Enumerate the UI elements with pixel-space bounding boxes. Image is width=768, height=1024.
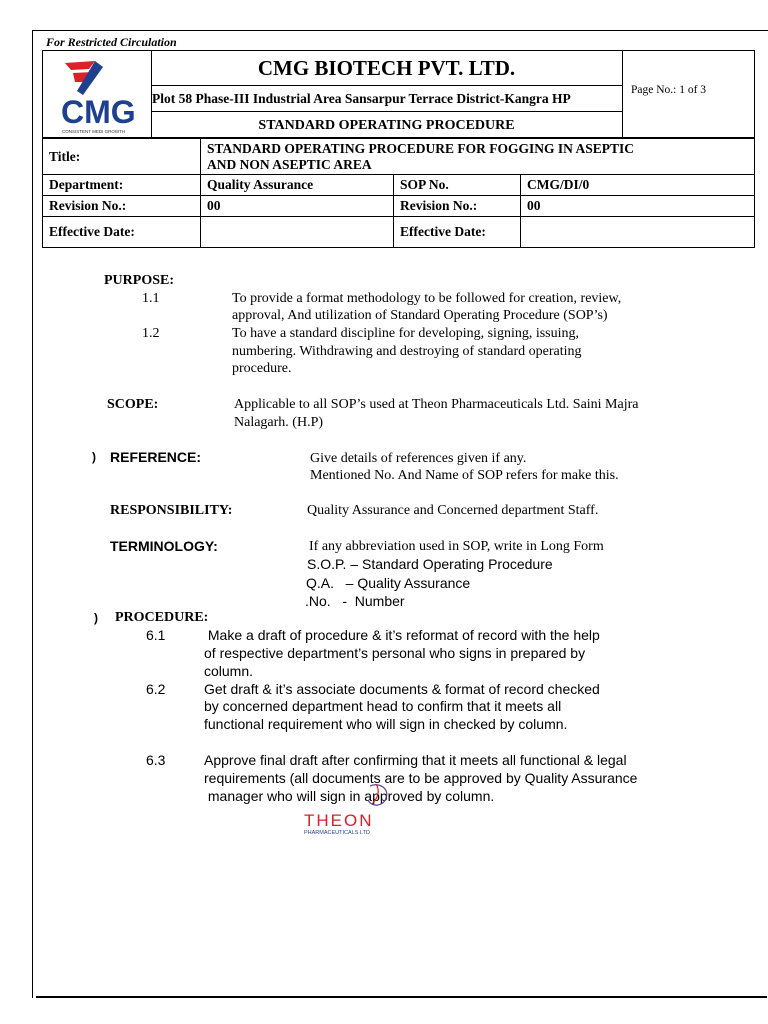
company-logo (43, 51, 152, 137)
purpose-num-2: 1.2 (142, 326, 160, 341)
title-label: Title: (43, 139, 201, 175)
procedure-step-1b: of respective department’s personal who signs in prepared by (204, 645, 586, 661)
revision-label: Revision No.: (43, 196, 201, 217)
purpose-text-2a: To have a standard discipline for developing, signing, issuing, (232, 326, 580, 341)
terminology-heading: TERMINOLOGY: (110, 538, 218, 554)
revision-value: 00 (201, 196, 394, 217)
revision-label-2: Revision No.: (394, 196, 521, 217)
procedure-step-3b: requirements (all documents are to be approved by Quality Assurance (204, 770, 638, 786)
logo-tagline: CONSISTENT MEDI GROWTH (62, 129, 126, 134)
signature-accent-icon (372, 784, 378, 804)
company-info (151, 51, 623, 137)
title-line-2: AND NON ASEPTIC AREA (207, 156, 372, 172)
sop-no-label: SOP No. (394, 175, 521, 196)
purpose-text-2c: procedure. (232, 361, 292, 376)
document-type: STANDARD OPERATING PROCEDURE (258, 118, 515, 133)
purpose-heading: PURPOSE: (104, 273, 174, 288)
responsibility-text: Quality Assurance and Concerned department Staff. (307, 503, 599, 518)
procedure-step-1c: column. (204, 663, 254, 679)
scope-text-2: Nalagarh. (H.P) (234, 415, 324, 430)
scope-heading: SCOPE: (107, 397, 159, 412)
procedure-step-3c: manager who will sign in approved by column. (204, 788, 495, 804)
reference-bullet: ) (92, 450, 96, 464)
title-value (201, 139, 755, 175)
reference-text-1: Give details of references given if any. (310, 451, 527, 466)
company-address: Plot 58 Phase-III Industrial Area Sansarpur Terrace District-Kangra HP (151, 86, 623, 112)
responsibility-heading: RESPONSIBILITY: (110, 503, 233, 518)
department-label: Department: (43, 175, 201, 196)
restricted-note: For Restricted Circulation (46, 35, 177, 49)
procedure-bullet: ) (94, 611, 98, 625)
procedure-heading: PROCEDURE: (115, 610, 209, 625)
theon-logo (300, 780, 420, 840)
purpose-text-2b: numbering. Withdrawing and destroying of standard operating (232, 344, 582, 359)
purpose-num-1: 1.1 (142, 291, 160, 306)
sop-info-table (42, 138, 755, 248)
procedure-num-3: 6.3 (146, 752, 166, 768)
company-name: CMG BIOTECH PVT. LTD. (151, 51, 622, 86)
procedure-step-2a: Get draft & it’s associate documents & format of record checked (204, 681, 600, 697)
effective-date-label: Effective Date: (43, 217, 201, 248)
procedure-step-1a: Make a draft of procedure & it’s reformat of record with the help (204, 627, 600, 643)
procedure-num-1: 6.1 (146, 627, 166, 643)
procedure-step-3a: Approve final draft after confirming that it meets all functional & legal (204, 752, 627, 768)
reference-text-2: Mentioned No. And Name of SOP refers for make this. (310, 468, 619, 483)
logo-text: CMG (61, 94, 136, 130)
procedure-step-2c: functional requirement who will sign in checked by column. (204, 716, 568, 732)
theon-name: THEON (304, 811, 374, 830)
effective-date-label-2: Effective Date: (394, 217, 521, 248)
theon-subtitle: PHARMACEUTICALS LTD (304, 830, 370, 836)
terminology-text-2: S.O.P. – Standard Operating Procedure (307, 556, 553, 572)
sop-no-value: CMG/DI/0 (521, 175, 755, 196)
purpose-text-1b: approval, And utilization of Standard Operating Procedure (SOP’s) (232, 308, 608, 323)
purpose-text-1a: To provide a format methodology to be followed for creation, review, (232, 291, 622, 306)
document-header (42, 50, 755, 138)
page-number: Page No.: 1 of 3 (631, 84, 707, 96)
revision-value-2: 00 (521, 196, 755, 217)
cmg-logo-icon (53, 55, 143, 135)
terminology-text-1: If any abbreviation used in SOP, write in Long Form (309, 539, 604, 554)
effective-date-value-2 (521, 217, 755, 248)
department-value: Quality Assurance (201, 175, 394, 196)
title-line-1: STANDARD OPERATING PROCEDURE FOR FOGGING IN ASEPTIC (207, 140, 635, 156)
terminology-text-3: Q.A. – Quality Assurance (306, 575, 471, 591)
procedure-num-2: 6.2 (146, 681, 166, 697)
scope-text-1: Applicable to all SOP’s used at Theon Pharmaceuticals Ltd. Saini Majra (234, 397, 639, 412)
procedure-step-2b: by concerned department head to confirm that it meets all (204, 698, 562, 714)
terminology-text-4: .No. - Number (305, 593, 405, 609)
effective-date-value (201, 217, 394, 248)
footer-rule (36, 996, 767, 998)
reference-heading: REFERENCE: (110, 449, 202, 465)
